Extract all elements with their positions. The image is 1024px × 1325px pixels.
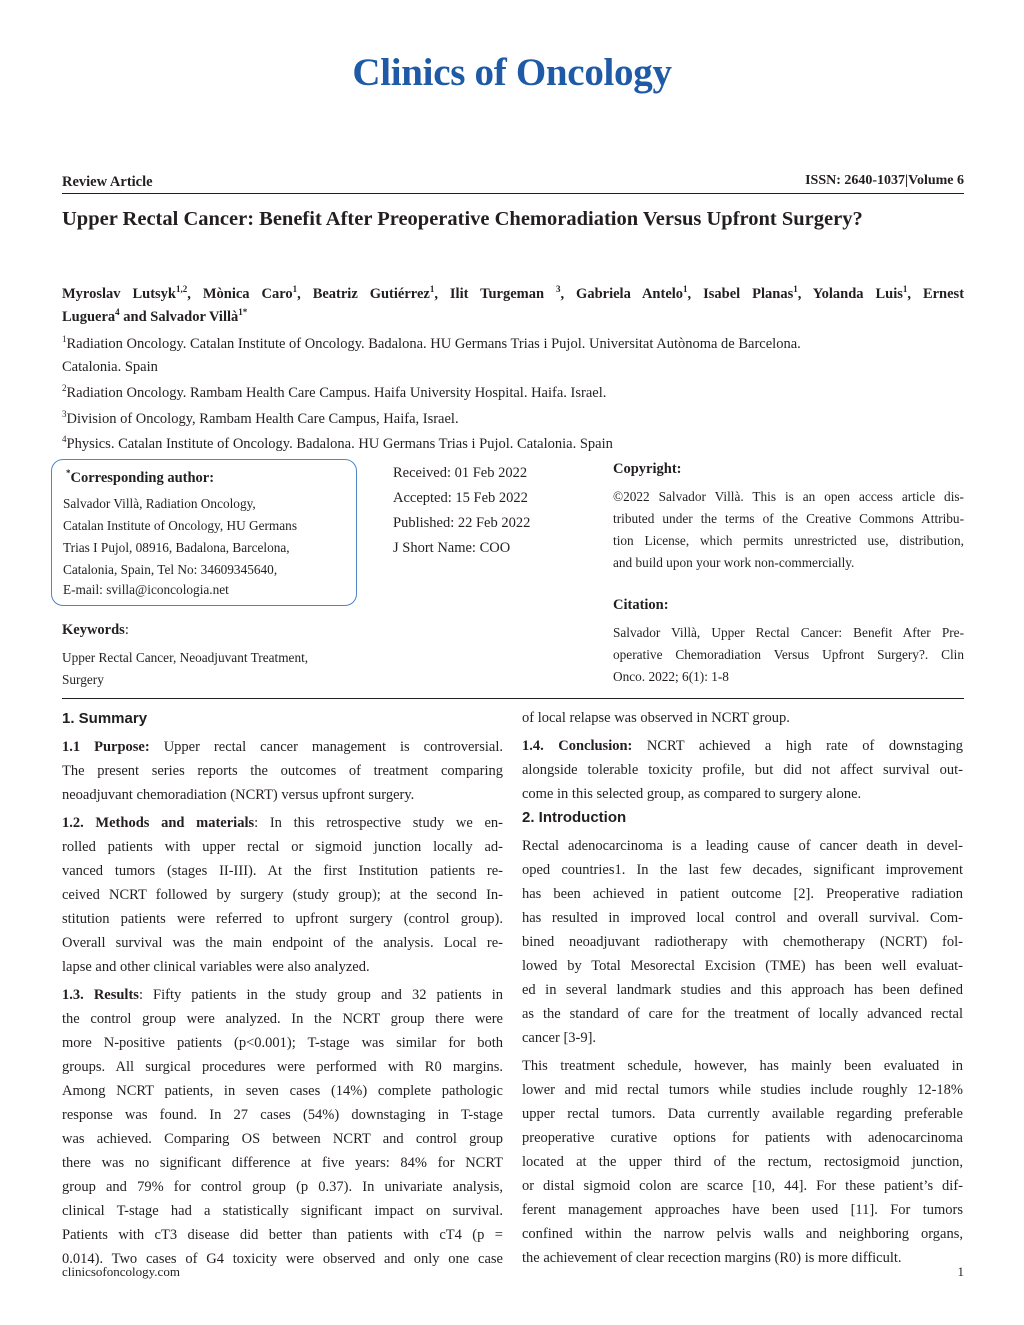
results-line: 0.014). Two cases of G4 toxicity were observed and only one case — [62, 1251, 503, 1267]
purpose-line: neoadjuvant chemoradiation (NCRT) versus upfront surgery. — [62, 787, 415, 803]
conclusion-line: 1.4. Conclusion: NCRT achieved a high rate of downstaging — [522, 738, 963, 754]
affiliation-number: 2 — [62, 383, 67, 394]
affiliation-text: Radiation Oncology. Rambam Health Care Campus. Haifa University Hospital. Haifa. Israel. — [66, 385, 607, 401]
left-column — [62, 707, 503, 1271]
author-affiliation-mark: 1 — [902, 284, 908, 295]
conclusion-line: alongside tolerable toxicity profile, but did not affect survival out- — [522, 762, 963, 778]
copyright-line: and build upon your work non-commercially. — [613, 555, 855, 570]
corr-line: Catalonia, Spain, Tel No: 34609345640, — [63, 562, 278, 577]
methods-line: ceived NCRT followed by surgery (study group); at the second In- — [62, 887, 503, 903]
purpose-line: The present series reports the outcomes of treatment comparing — [62, 763, 503, 779]
methods-line: rolled patients with upper rectal or sigmoid junction locally ad- — [62, 839, 503, 855]
intro-line: Rectal adenocarcinoma is a leading cause of cancer death in devel- — [522, 838, 963, 854]
intro-line: confined within the narrow pelvis walls and neighboring organs, — [522, 1226, 963, 1242]
author-name: , Ernest — [907, 286, 965, 302]
intro-line: bined neoadjuvant radiotherapy with chemotherapy (NCRT) fol- — [522, 934, 963, 950]
affiliation-line — [62, 334, 964, 355]
citation-label: Citation: — [613, 597, 669, 613]
copyright-line: ©2022 Salvador Villà. This is an open access article dis- — [613, 489, 964, 504]
article-type: Review Article — [62, 174, 153, 190]
affiliation-text: Physics. Catalan Institute of Oncology. Badalona. HU Germans Trias i Pujol. Catalonia. Spain — [66, 436, 613, 452]
results-line: 1.3. Results: Fifty patients in the study group and 32 patients in — [62, 987, 503, 1003]
citation-line: Onco. 2022; 6(1): 1-8 — [613, 669, 729, 684]
intro-line: This treatment schedule, however, has mainly been evaluated in — [522, 1058, 963, 1074]
affiliation-text: Radiation Oncology. Catalan Institute of Oncology. Badalona. HU Germans Trias i Pujol. Universitat Autònoma de Barcelona. — [66, 336, 801, 352]
author-affiliation-mark: 3 — [555, 284, 561, 295]
received-date: Received: 01 Feb 2022 — [393, 465, 528, 481]
author-affiliation-mark: 4 — [115, 307, 120, 318]
affiliation-line — [62, 409, 964, 430]
affiliation-number: 4 — [62, 434, 67, 445]
footer-website[interactable]: clinicsofoncology.com — [62, 1264, 180, 1279]
intro-line: or distal sigmoid colon are scarce [10, 44]. For these patient’s dif- — [522, 1178, 963, 1194]
article-header-bar — [62, 172, 964, 194]
affiliation-number: 3 — [62, 409, 67, 420]
keywords-label: Keywords: — [62, 622, 129, 638]
corr-line: Catalan Institute of Oncology, HU Germans — [63, 518, 297, 533]
author-name: , Isabel Planas — [687, 286, 794, 302]
results-continued: of local relapse was observed in NCRT group. — [522, 710, 790, 726]
intro-line: has resulted in improved local control and overall survival. Com- — [522, 910, 963, 926]
methods-line: lapse and other clinical variables were also analyzed. — [62, 959, 370, 975]
methods-line: 1.2. Methods and materials: In this retrospective study we en- — [62, 815, 503, 831]
results-line: response was found. In 27 cases (54%) downstaging in T-stage — [62, 1107, 503, 1123]
intro-line: as the standard of care for the treatment of locally advanced rectal — [522, 1006, 963, 1022]
copyright-line: tion License, which permits unrestricted use, distribution, — [613, 533, 964, 548]
methods-line: Overall survival was the main endpoint of the analysis. Local re- — [62, 935, 503, 951]
copyright-label: Copyright: — [613, 461, 682, 477]
author-name: , Yolanda Luis — [797, 286, 903, 302]
corr-email[interactable]: E-mail: svilla@iconcologia.net — [63, 582, 229, 597]
author-name: Luguera — [62, 309, 116, 325]
intro-line: cancer [3-9]. — [522, 1030, 597, 1046]
intro-line: oped countries1. In the last few decades, significant improvement — [522, 862, 963, 878]
intro-line: upper rectal tumors. Data currently available regarding preferable — [522, 1106, 963, 1122]
author-line-1 — [62, 283, 964, 306]
copyright-line: tributed under the terms of the Creative Commons Attribu- — [613, 511, 964, 526]
results-line: was achieved. Comparing OS between NCRT and control group — [62, 1131, 503, 1147]
results-line: group and 79% for control group (p 0.37). In univariate analysis, — [62, 1179, 503, 1195]
results-line: more N-positive patients (p<0.001); T-stage was similar for both — [62, 1035, 503, 1051]
page-number: 1 — [957, 1264, 964, 1279]
intro-line: located at the upper third of the rectum, rectosigmoid junction, — [522, 1154, 963, 1170]
intro-line: preoperative curative options for patients with adenocarcinoma — [522, 1130, 963, 1146]
corresponding-author-label: *Corresponding author: — [66, 468, 215, 486]
keywords-line: Upper Rectal Cancer, Neoadjuvant Treatment, — [62, 650, 309, 665]
affiliation-line — [62, 383, 964, 404]
section-divider — [62, 698, 964, 699]
intro-line: ferent management approaches have been used [11]. For tumors — [522, 1202, 963, 1218]
conclusion-line: come in this selected group, as compared to surgery alone. — [522, 786, 862, 802]
summary-heading: 1. Summary — [62, 710, 148, 727]
author-name: and Salvador Villà — [119, 309, 239, 325]
citation-line: operative Chemoradiation Versus Upfront Surgery?. Clin — [613, 647, 964, 662]
affiliation-text: Division of Oncology, Rambam Health Care Campus, Haifa, Israel. — [66, 411, 459, 427]
author-affiliation-mark: 1,2 — [176, 284, 188, 295]
affiliation-text: Catalonia. Spain — [62, 359, 158, 375]
author-list — [62, 283, 964, 329]
intro-line: lower and mid rectal tumors while studies include roughly 12-18% — [522, 1082, 963, 1098]
keywords-line: Surgery — [62, 672, 104, 687]
results-line: Patients with cT3 disease did better than patients with cT4 (p = — [62, 1227, 503, 1243]
journal-title: Clinics of Oncology — [352, 51, 672, 94]
corr-line: Trias I Pujol, 08916, Badalona, Barcelona, — [63, 540, 290, 555]
author-affiliation-mark: 1 — [683, 284, 688, 295]
affiliation-line — [62, 434, 964, 455]
methods-line: vanced tumors (stages II-III). At the first Institution patients re- — [62, 863, 503, 879]
corr-line: Salvador Villà, Radiation Oncology, — [63, 496, 256, 511]
intro-line: the achievement of clear recection margins (R0) is more difficult. — [522, 1250, 902, 1266]
corresponding-author-box — [51, 459, 357, 606]
citation-text — [613, 622, 964, 688]
article-title: Upper Rectal Cancer: Benefit After Preoperative Chemoradiation Versus Upfront Surgery? — [62, 208, 863, 230]
author-name: Myroslav Lutsyk — [62, 286, 176, 302]
author-affiliation-mark: 1 — [793, 284, 798, 295]
results-line: there was no significant difference at five years: 84% for NCRT — [62, 1155, 503, 1171]
intro-line: ed in several landmark studies and this approach has been defined — [522, 982, 963, 998]
citation-line: Salvador Villà, Upper Rectal Cancer: Benefit After Pre- — [613, 625, 964, 640]
journal-short-name: J Short Name: COO — [393, 540, 511, 556]
copyright-text — [613, 486, 964, 574]
author-affiliation-mark: 1 — [429, 284, 435, 295]
author-name: , Mònica Caro — [187, 286, 293, 302]
affiliation-line — [62, 357, 964, 378]
methods-line: stitution patients were referred to upfront surgery (control group). — [62, 911, 503, 927]
author-name: , Ilit Turgeman — [434, 286, 556, 302]
author-affiliation-mark: 1 — [292, 284, 298, 295]
results-line: clinical T-stage had a statistically significant impact on survival. — [62, 1203, 503, 1219]
results-line: groups. All surgical procedures were performed with R0 margins. — [62, 1059, 503, 1075]
issn-volume: ISSN: 2640-1037|Volume 6 — [805, 173, 964, 188]
intro-line: lowed by Total Mesorectal Excision (TME) has been well evaluat- — [522, 958, 963, 974]
affiliation-number: 1 — [62, 334, 67, 345]
author-name: , Gabriela Antelo — [560, 286, 684, 302]
author-name: , Beatriz Gutiérrez — [297, 286, 430, 302]
right-column — [522, 706, 963, 1270]
author-line-2 — [62, 306, 964, 329]
introduction-heading: 2. Introduction — [522, 809, 627, 826]
purpose-line: 1.1 Purpose: Upper rectal cancer management is controversial. — [62, 739, 503, 755]
accepted-date: Accepted: 15 Feb 2022 — [393, 490, 528, 506]
results-line: Among NCRT patients, in seven cases (14%) complete pathologic — [62, 1083, 503, 1099]
published-date: Published: 22 Feb 2022 — [393, 515, 531, 531]
intro-line: has been achieved in patient outcome [2]. Preoperative radiation — [522, 886, 963, 902]
results-line: the control group were analyzed. In the NCRT group there were — [62, 1011, 503, 1027]
author-affiliation-mark: 1* — [238, 307, 248, 318]
